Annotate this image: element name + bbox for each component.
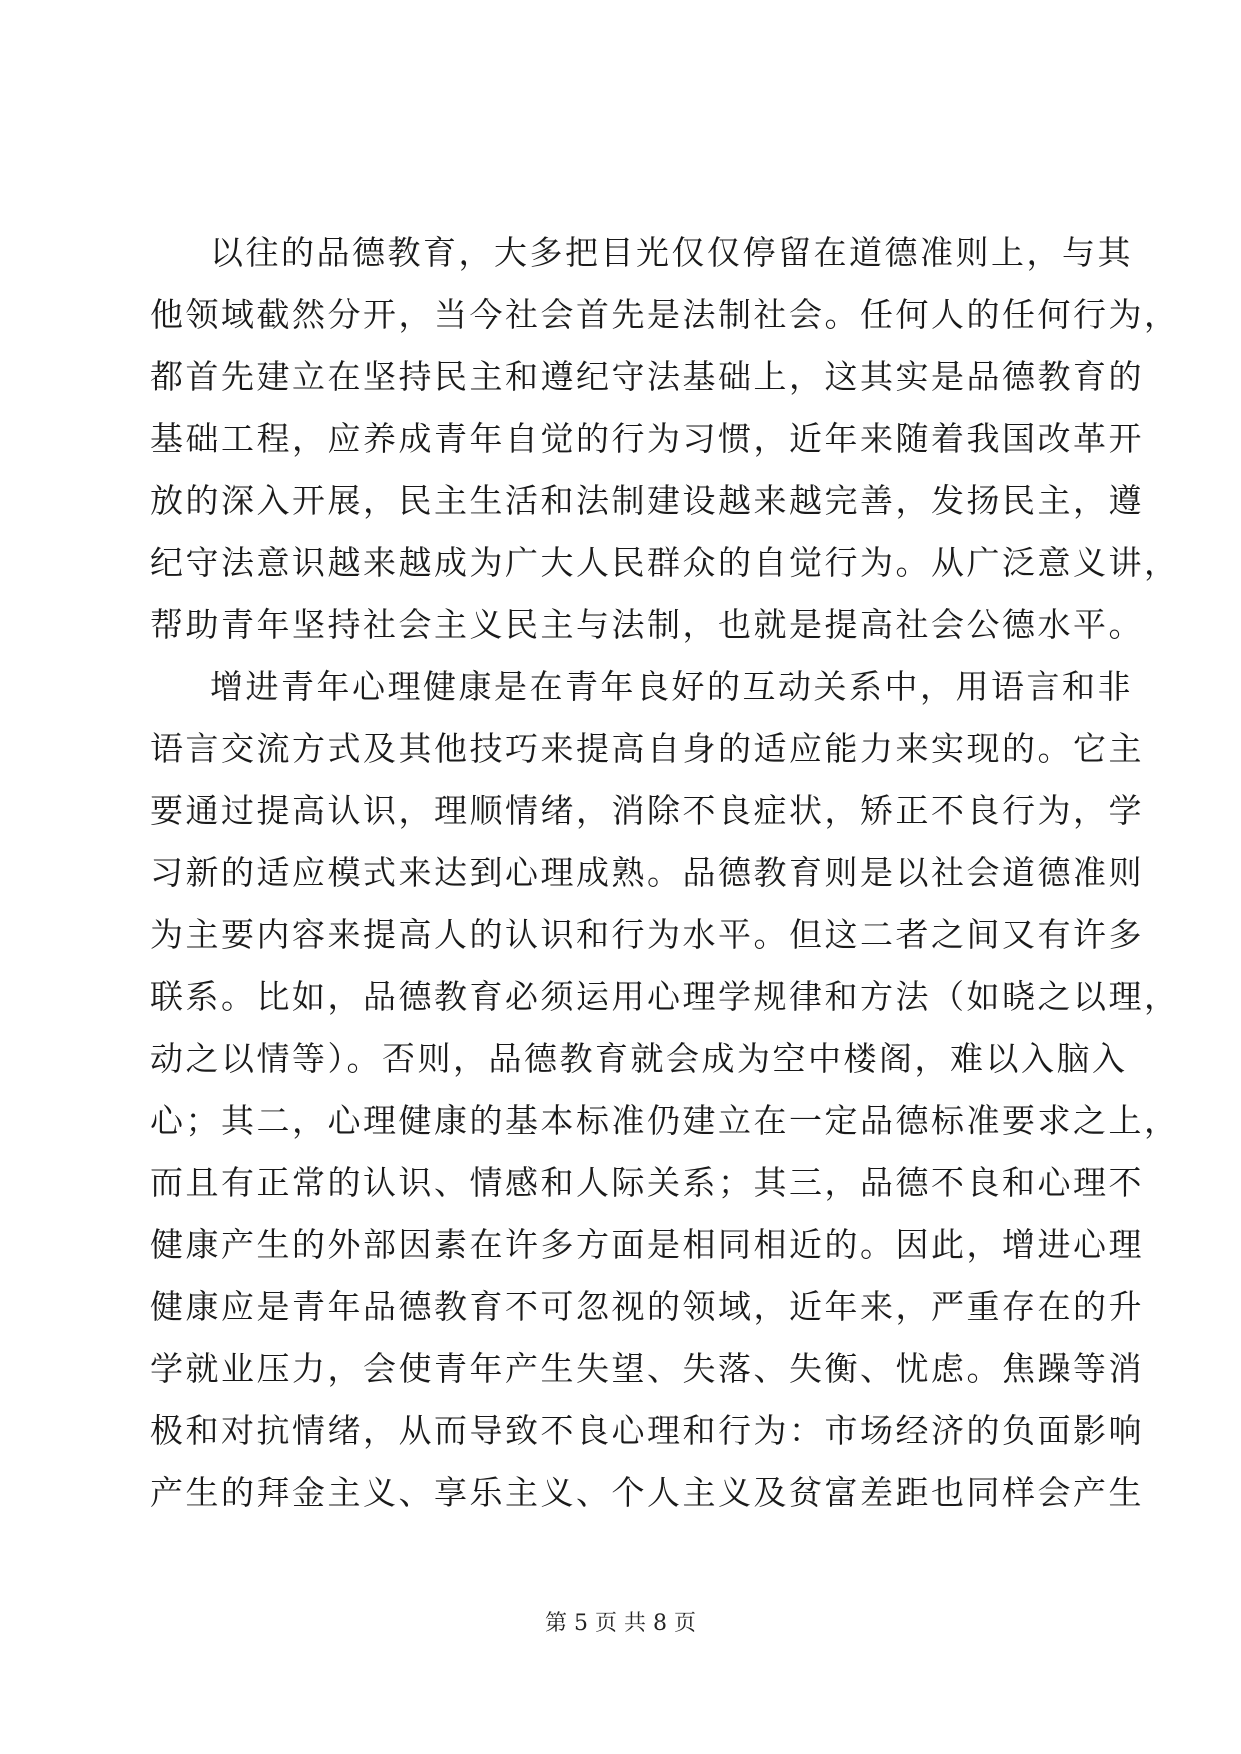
paragraph-2-line-6: 联系。比如，品德教育必须运用心理学规律和方法（如晓之以理， (150, 977, 1180, 1016)
paragraph-1-line-2: 他领域截然分开，当今社会首先是法制社会。任何人的任何行为， (150, 295, 1180, 334)
paragraph-1-line-3: 都首先建立在坚持民主和遵纪守法基础上，这其实是品德教育的 (150, 357, 1144, 396)
paragraph-2-line-3: 要通过提高认识，理顺情绪，消除不良症状，矫正不良行为，学 (150, 791, 1144, 830)
paragraph-1-line-6: 纪守法意识越来越成为广大人民群众的自觉行为。从广泛意义讲， (150, 543, 1180, 582)
paragraph-2-line-5: 为主要内容来提高人的认识和行为水平。但这二者之间又有许多 (150, 915, 1144, 954)
paragraph-2-line-7: 动之以情等）。否则，品德教育就会成为空中楼阁，难以入脑入 (150, 1039, 1128, 1078)
paragraph-2-line-12: 学就业压力，会使青年产生失望、失落、失衡、忧虑。焦躁等消 (150, 1349, 1144, 1388)
paragraph-1-line-7: 帮助青年坚持社会主义民主与法制，也就是提高社会公德水平。 (150, 605, 1144, 644)
paragraph-2-line-10: 健康产生的外部因素在许多方面是相同相近的。因此，增进心理 (150, 1225, 1144, 1264)
paragraph-1-line-5: 放的深入开展，民主生活和法制建设越来越完善，发扬民主，遵 (150, 481, 1144, 520)
paragraph-2-line-11: 健康应是青年品德教育不可忽视的领域，近年来，严重存在的升 (150, 1287, 1144, 1326)
paragraph-2-line-14: 产生的拜金主义、享乐主义、个人主义及贫富差距也同样会产生 (150, 1473, 1144, 1512)
paragraph-2-line-9: 而且有正常的认识、情感和人际关系；其三，品德不良和心理不 (150, 1163, 1144, 1202)
paragraph-2-line-1: 增进青年心理健康是在青年良好的互动关系中，用语言和非 (210, 667, 1133, 706)
page-footer: 第 5 页 共 8 页 (545, 1611, 696, 1636)
paragraph-2-line-13: 极和对抗情绪，从而导致不良心理和行为：市场经济的负面影响 (150, 1411, 1144, 1450)
paragraph-1-line-4: 基础工程，应养成青年自觉的行为习惯，近年来随着我国改革开 (150, 419, 1144, 458)
paragraph-2-line-4: 习新的适应模式来达到心理成熟。品德教育则是以社会道德准则 (150, 853, 1144, 892)
paragraph-2-line-2: 语言交流方式及其他技巧来提高自身的适应能力来实现的。它主 (150, 729, 1144, 768)
paragraph-1-line-1: 以往的品德教育，大多把目光仅仅停留在道德准则上，与其 (210, 233, 1133, 272)
paragraph-2-line-8: 心；其二，心理健康的基本标准仍建立在一定品德标准要求之上， (150, 1101, 1180, 1140)
